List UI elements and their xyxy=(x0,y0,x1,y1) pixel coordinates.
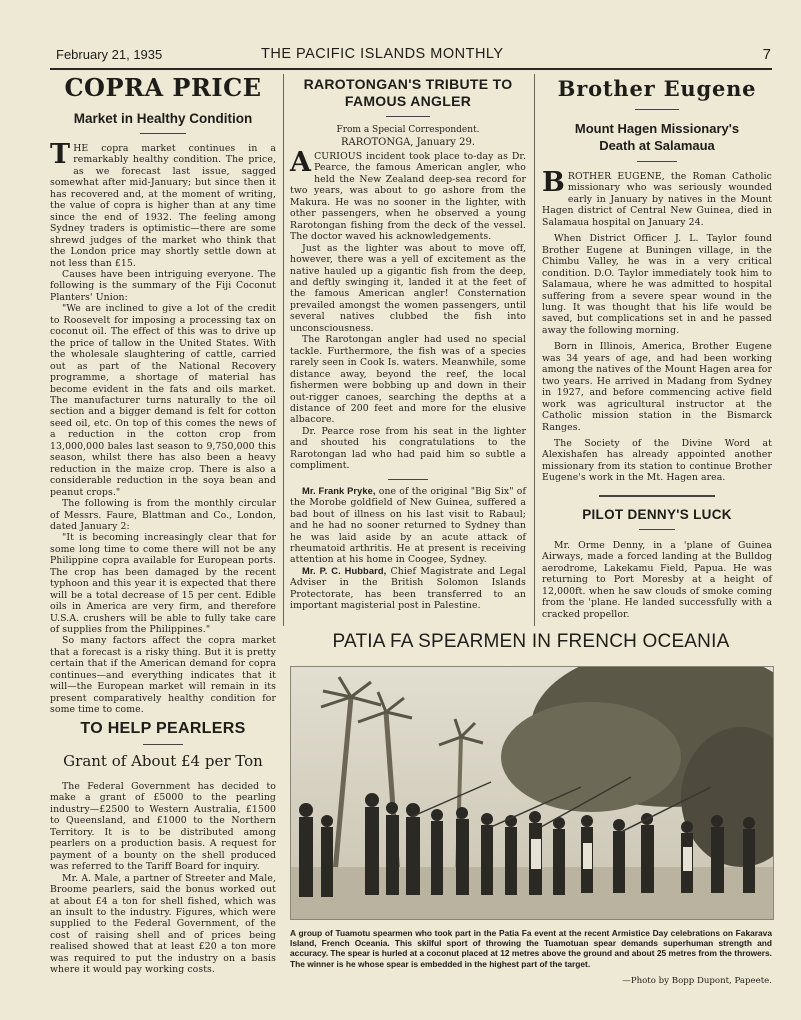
eugene-subtitle-1: Mount Hagen Missionary's xyxy=(574,121,740,136)
copra-paragraph: "We are inclined to give a lot of the credit to Roosevelt for imposing a processing tax on coconut oil. The effect of this was to drive up the price of tallow in the United States. With the wholesale slaughtering of cattle, carried out as part of the National Recovery programme, a shortage of material has become evident in the fats and oils market. The manufacturer turns naturally to the oil section and a bigger demand is felt for cotton seed oil, etc. On top of this comes the news of a reduction in the cotton crop from 13,000,000 bales last season to 9,750,000 this season, whilst there has also been a heavy reduction in the maize crop. There is also a considerable reduction in the soya bean and peanut crops." xyxy=(50,303,276,498)
denny-rule xyxy=(639,529,675,530)
pearlers-subtitle: Grant of About £4 per Ton xyxy=(63,752,263,770)
copra-article xyxy=(50,74,276,716)
eugene-article xyxy=(542,76,772,620)
pearlers-body xyxy=(50,781,276,976)
denny-paragraph: Mr. Orme Denny, in a 'plane of Guinea Airways, made a forced landing at the Bulldog aerodrome, Lakekamu Field, Papua. He was returning to Port Moresby at a height of 12,000ft. when he saw clouds of smoke coming from the 'plane. He landed successfully with a cracked propellor. xyxy=(542,539,772,620)
rarotongan-paragraph: The Rarotongan angler had used no special tackle. Furthermore, the fish was of a species rarely seen in Cook Is. waters. Meanwhile, some distance away, beyond the reef, the local fishermen were bobbing up and down in their out-rigger canoes, searching the depths at a distance of 200 feet and more for the elusive albacore. xyxy=(290,334,526,426)
denny-body xyxy=(542,540,772,620)
pearlers-article xyxy=(50,720,276,976)
page-number: 7 xyxy=(762,46,771,63)
rarotongan-title-2: FAMOUS ANGLER xyxy=(344,93,472,109)
rarotongan-title-1: RAROTONGAN'S TRIBUTE TO xyxy=(303,76,513,92)
rarotongan-dateline: RAROTONGA, January 29. xyxy=(341,137,475,148)
photo-title: PATIA FA SPEARMEN IN FRENCH OCEANIA xyxy=(332,631,730,652)
rarotongan-article xyxy=(290,76,526,612)
rarotongan-dropcap: A xyxy=(290,147,312,178)
copra-paragraph: HE copra market continues in a remarkably healthy condition. The price, as we forecast last issue, sagged somewhat after mid-January; but since then it has recovered and, at the moment of writing, the value of copra is higher than at any time since the end of 1932. The feeling among Sydney traders is optimistic—there are some shrewd judges of the market who think that the London price may shortly settle down at not less than £15. xyxy=(50,143,276,269)
eugene-paragraph: ROTHER EUGENE, the Roman Catholic missionary who was seriously wounded early in January by natives in the Mount Hagen district of Central New Guinea, died in Salamaua hospital on January 24. xyxy=(542,171,772,228)
rarotongan-paragraph: CURIOUS incident took place to-day as Dr. Pearce, the famous American angler, who held the New Zealand deep-sea record for two years, was about to go ashore from the Makura. He was no sooner in the lighter, with other passengers, when he observed a young Rarotongan fishing from the deck of the vessel. The doctor waved his acknowledgements. xyxy=(290,151,526,243)
copra-title: COPRA PRICE xyxy=(64,73,262,102)
eugene-paragraph: When District Officer J. L. Taylor found Brother Eugene at Buningen village, in the Chimbu Valley, he was in a very critical condition. D.O. Taylor immediately took him to Salamaua, where he was admitted to hospital suffering from a severe spear wound in the lung. It was thought that his life would be saved, but complications set in and he passed away the following morning. xyxy=(542,233,772,336)
header-rule xyxy=(50,68,772,70)
eugene-dropcap: B xyxy=(542,167,565,198)
eugene-subtitle-2: Death at Salamaua xyxy=(599,138,715,153)
denny-top-rule xyxy=(599,495,715,497)
masthead: THE PACIFIC ISLANDS MONTHLY xyxy=(261,46,504,62)
rarotongan-byline: From a Special Correspondent. xyxy=(336,125,480,135)
column-rule-left xyxy=(283,74,284,626)
personal-notes xyxy=(290,486,526,612)
eugene-paragraph: The Society of the Divine Word at Alexishafen has already appointed another missionary from its station to continue Brother Eugene's work in the Mt. Hagen area. xyxy=(542,437,772,484)
photo-caption: A group of Tuamotu spearmen who took part in the Patia Fa event at the recent Armistice Day celebrations on Fakarava Island, French Oceania. This skilful sport of throwing the Tuamotuan spear demands superhuman strength and accuracy. The spear is hurled at a coconut placed at 12 metres above the ground and about 25 metres from the throwers. The winner is he whose spear is embedded in the highest part of the target. xyxy=(290,928,772,969)
eugene-rule xyxy=(635,109,679,110)
personal-rule xyxy=(388,479,428,480)
photo-credit: —Photo by Bopp Dupont, Papeete. xyxy=(622,976,772,986)
copra-rule xyxy=(140,133,186,134)
personal-text: Chief Magistrate and Legal Adviser in the British Solomon Islands Protectorate, has been transferred to an important magisterial post in Palestine. xyxy=(290,565,526,612)
rarotongan-paragraph: Just as the lighter was about to move off, however, there was a yell of excitement as the native hauled up a gigantic fish from the deep, and deftly swinging it, landed it at the feet of the famous American angler! Consternation prevailed amongst the women passengers, until several natives clubbed the fish into unconsciousness. xyxy=(290,242,526,334)
copra-paragraph: "It is becoming increasingly clear that for some long time to come there will not be any Philippine copra available for European ports. The crop has been damaged by the recent typhoon and this year it is expected that there will be a total decrease of 15 per cent. Edible oils in America are very firm, and therefore U.S.A. crushers will be able to fully take care of supplies from the Philippines." xyxy=(50,532,276,636)
page-header xyxy=(56,44,771,66)
photo-illustration xyxy=(291,667,773,919)
pearlers-paragraph: Mr. A. Male, a partner of Streeter and Male, Broome pearlers, said the bonus worked out at about £4 a ton for shell fished, which was an insult to the industry. Figures, which were supplied to the Federal Government, of the cost of raising shell and of prices being realised showed that at least £20 a ton more was required to put the industry on a basis where it would pay working costs. xyxy=(50,872,276,976)
rarotongan-body xyxy=(290,147,526,472)
personal-name: Mr. Frank Pryke, xyxy=(302,485,376,496)
rarotongan-paragraph: Dr. Pearce rose from his seat in the lighter and shouted his congratulations to the Rarotongan lad who had paid him so subtle a compliment. xyxy=(290,425,526,472)
personal-name: Mr. P. C. Hubbard, xyxy=(302,565,387,576)
rarotongan-rule xyxy=(386,116,430,117)
column-rule-right xyxy=(534,74,535,626)
pearlers-paragraph: The Federal Government has decided to make a grant of £5000 to the pearling industry—£2500 to Western Australia, £1500 to Queensland, and £1000 to the Northern Territory. It is to be distributed among pearlers on a production basis. A request for payment of a bounty on the shell produced was referred to the Tariff Board for inquiry. xyxy=(50,781,276,873)
eugene-paragraph: Born in Illinois, America, Brother Eugene was 34 years of age, and had been working among the natives of the Mount Hagen area for two years. He arrived in Madang from Sydney in 1927, and before commencing active field work was agricultural instructor at the Catholic mission station in the Bismarck Ranges. xyxy=(542,341,772,433)
denny-title: PILOT DENNY'S LUCK xyxy=(582,506,732,522)
issue-date: February 21, 1935 xyxy=(56,47,163,62)
copra-body xyxy=(50,139,276,716)
copra-paragraph: The following is from the monthly circular of Messrs. Faure, Blattman and Co., London, dated January 2: xyxy=(50,498,276,532)
eugene-body xyxy=(542,167,772,484)
personal-text: one of the original "Big Six" of the Morobe goldfield of New Guinea, suffered a bad bout of illness on his last visit to Rabaul; and he had no sooner returned to Sydney than he was laid aside by an acute attack of rheumatoid arthritis. He at present is receiving attention at his home in Coogee, Sydney. xyxy=(290,485,526,566)
copra-paragraph: Causes have been intriguing everyone. The following is the summary of the Fiji Coconut Planters' Union: xyxy=(50,268,276,303)
copra-dropcap: T xyxy=(50,139,71,170)
eugene-title: Brother Eugene xyxy=(557,76,757,101)
copra-paragraph: So many factors affect the copra market that a forecast is a risky thing. But it is pretty certain that if the American demand for copra continues—and everything indicates that it will—the European market will remain in its present comparatively healthy condition for some time to come. xyxy=(50,635,276,716)
eugene-rule-2 xyxy=(637,161,677,162)
pearlers-rule xyxy=(143,744,183,745)
pearlers-title: TO HELP PEARLERS xyxy=(80,720,246,737)
spearmen-photo xyxy=(290,666,774,920)
copra-subtitle: Market in Healthy Condition xyxy=(73,111,253,126)
